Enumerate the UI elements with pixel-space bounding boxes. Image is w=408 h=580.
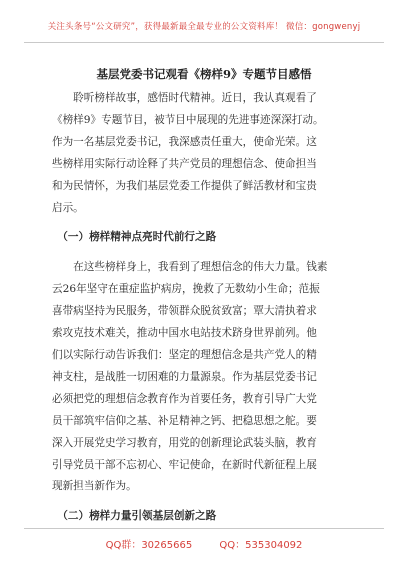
- header-divider: [24, 42, 384, 43]
- paragraph-line: 员干部筑牢信仰之基、补足精神之钙、把稳思想之舵。要: [52, 414, 317, 427]
- document-title: 基层党委书记观看《榜样9》专题节目感悟: [96, 67, 312, 81]
- paragraph-line: 聆听榜样故事，感悟时代精神。近日，我认真观看了: [52, 92, 317, 104]
- paragraph-line: 《榜样9》专题节目，被节目中展现的先进事迹深深打动。: [52, 113, 324, 126]
- paragraph-line: 和为民情怀，为我们基层党委工作提供了鲜活教材和宝贵: [52, 179, 317, 192]
- paragraph-line: 必须把党的理想信念教育作为首要任务，教育引导广大党: [52, 392, 317, 405]
- paragraph-line: 现新担当新作为。: [52, 480, 137, 493]
- document-body: [52, 88, 356, 528]
- paragraph-line: 引导党员干部不忘初心、牢记使命，在新时代新征程上展: [52, 458, 317, 471]
- paragraph-line: 们以实际行动告诉我们：坚定的理想信念是共产党人的精: [52, 348, 317, 361]
- qq-group-number: QQ群：30265665: [105, 540, 193, 551]
- qq-number: QQ：535304092: [219, 540, 303, 551]
- paragraph-line: 深入开展党史学习教育，用党的创新理论武装头脑，教育: [52, 436, 317, 449]
- paragraph-line: 神支柱，是战胜一切困难的力量源泉。作为基层党委书记: [52, 370, 317, 383]
- footer-divider: [24, 528, 384, 529]
- section-heading: （二）榜样力量引领基层创新之路: [52, 510, 217, 523]
- section-heading: （一）榜样精神点亮时代前行之路: [52, 231, 217, 244]
- paragraph-line: 启示。: [52, 201, 84, 214]
- paragraph-line: 在这些榜样身上，我看到了理想信念的伟大力量。钱素: [52, 261, 328, 274]
- header-note: 关注头条号“公文研究”，获得最新最全最专业的公文资料库！ 微信：gongwenyj: [47, 22, 361, 32]
- paragraph-line: 云26年坚守在重症监护病房，挽救了无数幼小生命；范振: [52, 283, 320, 296]
- paragraph-line: 喜带病坚持为民服务，带领群众脱贫致富；覃大清执着求: [52, 305, 317, 318]
- paragraph-line: 索攻克技术难关，推动中国水电站技术跻身世界前列。他: [52, 327, 317, 340]
- footer: [0, 536, 408, 551]
- paragraph-line: 些榜样用实际行动诠释了共产党员的理想信念、使命担当: [52, 157, 317, 170]
- paragraph-line: 作为一名基层党委书记，我深感责任重大，使命光荣。这: [52, 135, 317, 148]
